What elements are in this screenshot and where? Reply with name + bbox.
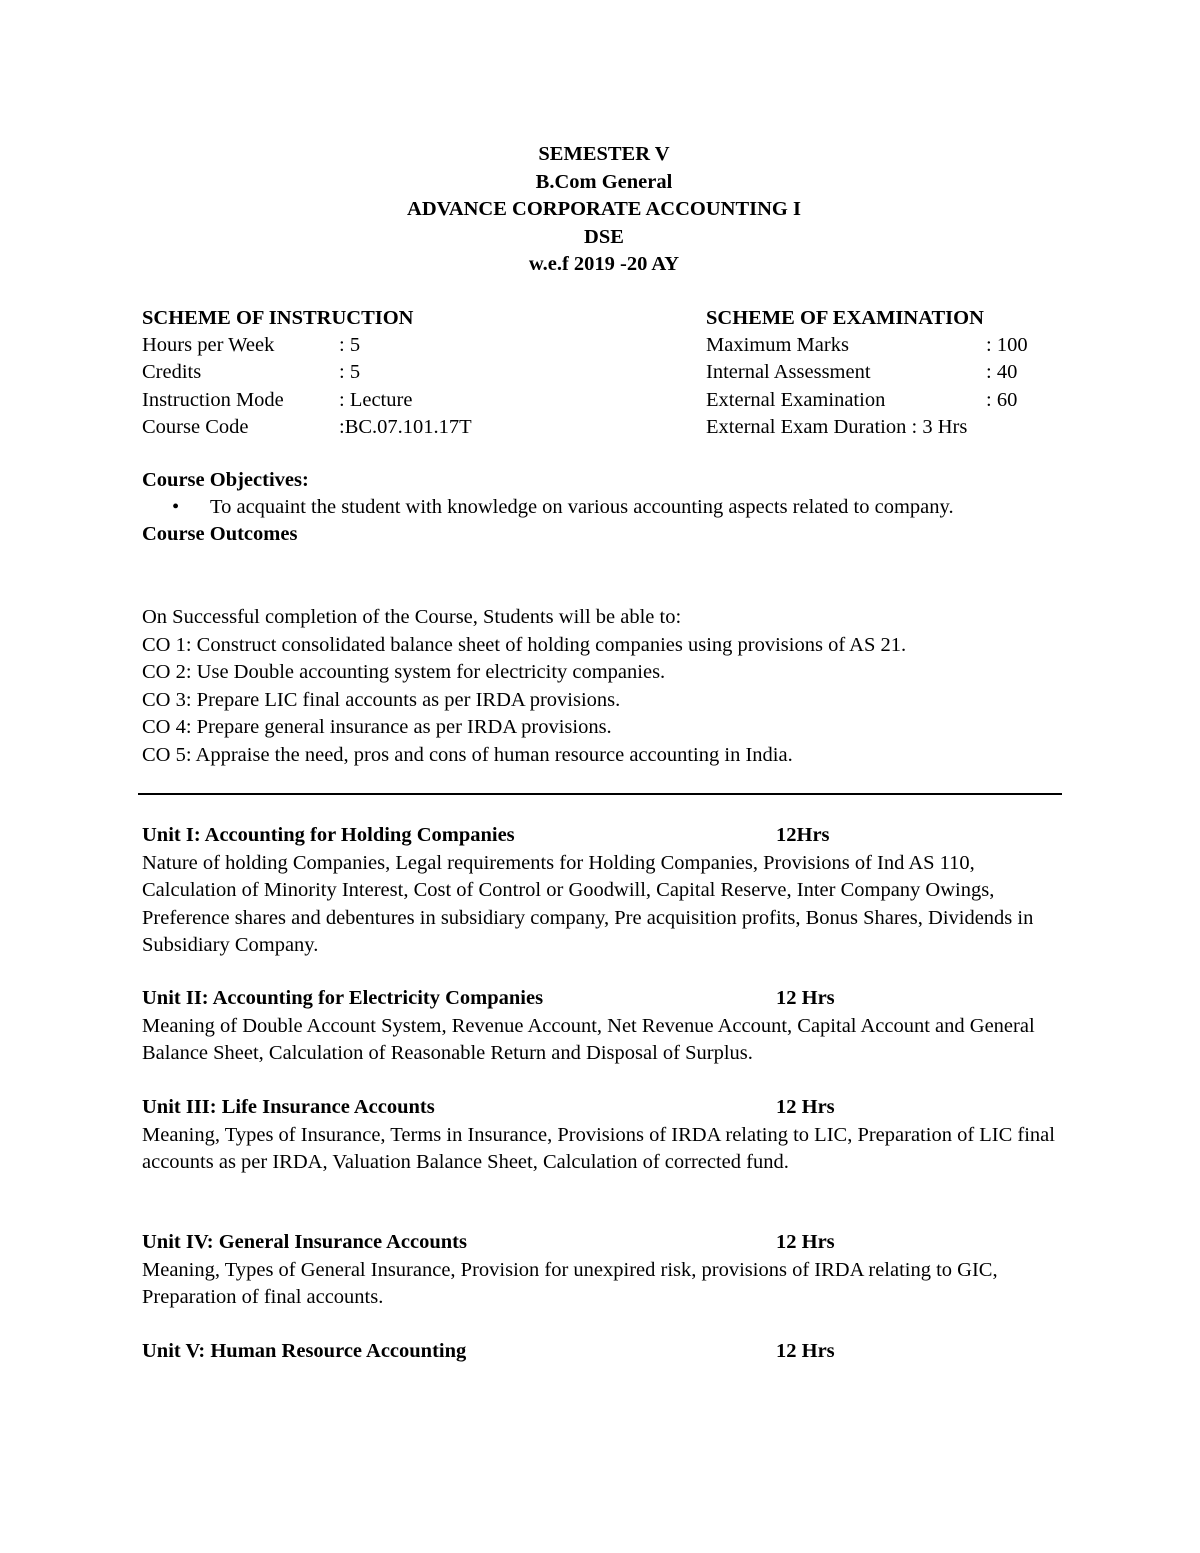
examination-value: : 100 bbox=[986, 334, 1028, 356]
bullet-icon: • bbox=[172, 496, 180, 518]
instruction-label: Course Code bbox=[142, 415, 249, 438]
unit-heading bbox=[142, 1229, 1072, 1257]
scheme-of-examination bbox=[706, 304, 1066, 441]
unit-hours: 12 Hrs bbox=[776, 1340, 835, 1362]
document-header bbox=[0, 141, 1200, 279]
unit-hours: 12 Hrs bbox=[776, 1231, 835, 1253]
unit-section bbox=[142, 985, 1072, 1068]
effective-year: w.e.f 2019 -20 AY bbox=[528, 253, 680, 275]
scheme-instruction-title: SCHEME OF INSTRUCTION bbox=[142, 307, 414, 329]
course-outcomes bbox=[142, 604, 1062, 769]
instruction-label: Instruction Mode bbox=[142, 388, 284, 411]
examination-label: External Exam Duration : 3 Hrs bbox=[706, 415, 968, 438]
programme-title: B.Com General bbox=[535, 170, 673, 193]
unit-heading bbox=[142, 822, 1072, 850]
objective-item bbox=[172, 494, 1062, 521]
outcomes-intro: On Successful completion of the Course, Students will be able to: bbox=[142, 606, 682, 628]
unit-title: Unit I: Accounting for Holding Companies bbox=[142, 824, 515, 846]
unit-title: Unit V: Human Resource Accounting bbox=[142, 1340, 467, 1362]
outcome-item: CO 4: Prepare general insurance as per IRDA provisions. bbox=[142, 716, 612, 738]
unit-title: Unit III: Life Insurance Accounts bbox=[142, 1096, 435, 1118]
examination-label: Maximum Marks bbox=[706, 334, 849, 356]
examination-label: Internal Assessment bbox=[706, 361, 871, 384]
outcome-item: CO 2: Use Double accounting system for electricity companies. bbox=[142, 661, 666, 683]
unit-title: Unit IV: General Insurance Accounts bbox=[142, 1231, 467, 1253]
examination-value: : 60 bbox=[986, 388, 1018, 411]
instruction-value: : Lecture bbox=[339, 388, 413, 411]
outcome-item: CO 5: Appraise the need, pros and cons of human resource accounting in India. bbox=[142, 743, 793, 766]
unit-body: Meaning, Types of General Insurance, Provision for unexpired risk, provisions of IRDA relating to GIC, Preparation of final accounts. bbox=[142, 1258, 998, 1308]
instruction-row bbox=[142, 332, 662, 359]
instruction-row bbox=[142, 359, 662, 386]
instruction-value: : 5 bbox=[339, 334, 361, 356]
instruction-label: Credits bbox=[142, 361, 202, 384]
unit-heading bbox=[142, 1338, 1072, 1366]
examination-row bbox=[706, 414, 1066, 441]
unit-hours: 12Hrs bbox=[776, 824, 830, 846]
examination-row bbox=[706, 387, 1066, 414]
examination-row bbox=[706, 359, 1066, 386]
unit-hours: 12 Hrs bbox=[776, 1096, 835, 1118]
objectives-title: Course Objectives: bbox=[142, 469, 309, 491]
semester-title: SEMESTER V bbox=[538, 143, 670, 165]
unit-section bbox=[142, 1229, 1072, 1312]
unit-body: Meaning, Types of Insurance, Terms in Insurance, Provisions of IRDA relating to LIC, Preparation of LIC final accounts as per IRDA, Valuation Balance Sheet, Calculation of corrected fund. bbox=[142, 1123, 1055, 1173]
instruction-row bbox=[142, 387, 662, 414]
instruction-value: : 5 bbox=[339, 361, 361, 384]
unit-hours: 12 Hrs bbox=[776, 987, 835, 1009]
outcome-item: CO 3: Prepare LIC final accounts as per IRDA provisions. bbox=[142, 688, 621, 711]
instruction-label: Hours per Week bbox=[142, 334, 275, 356]
examination-row bbox=[706, 332, 1066, 359]
unit-body: Nature of holding Companies, Legal requirements for Holding Companies, Provisions of Ind AS 110, Calculation of Minority Interest, Cost of Control or Goodwill, Capital Reserve, Inter Company Owings, Preference shares and debentures in subsidiary company, Pre acquisition profits, Bonus Shares, Dividends in Subsidiary Company. bbox=[142, 851, 1034, 956]
unit-section bbox=[142, 822, 1072, 960]
examination-value: : 40 bbox=[986, 361, 1018, 384]
outcomes-title: Course Outcomes bbox=[142, 523, 298, 545]
outcome-item: CO 1: Construct consolidated balance sheet of holding companies using provisions of AS 21. bbox=[142, 633, 907, 656]
unit-section bbox=[142, 1094, 1072, 1177]
examination-label: External Examination bbox=[706, 388, 886, 411]
scheme-of-instruction bbox=[142, 304, 662, 441]
course-title: ADVANCE CORPORATE ACCOUNTING I bbox=[407, 198, 801, 220]
unit-heading bbox=[142, 1094, 1072, 1122]
section-divider bbox=[138, 793, 1062, 795]
course-objectives bbox=[142, 467, 1062, 548]
unit-heading bbox=[142, 985, 1072, 1013]
instruction-row bbox=[142, 414, 662, 441]
course-type: DSE bbox=[584, 225, 624, 248]
scheme-examination-title: SCHEME OF EXAMINATION bbox=[706, 307, 984, 329]
unit-title: Unit II: Accounting for Electricity Companies bbox=[142, 987, 544, 1009]
objective-text: To acquaint the student with knowledge on various accounting aspects related to company. bbox=[210, 496, 954, 518]
unit-section bbox=[142, 1338, 1072, 1366]
unit-body: Meaning of Double Account System, Revenue Account, Net Revenue Account, Capital Account and General Balance Sheet, Calculation of Reasonable Return and Disposal of Surplus. bbox=[142, 1014, 1035, 1064]
instruction-value: :BC.07.101.17T bbox=[339, 415, 472, 438]
